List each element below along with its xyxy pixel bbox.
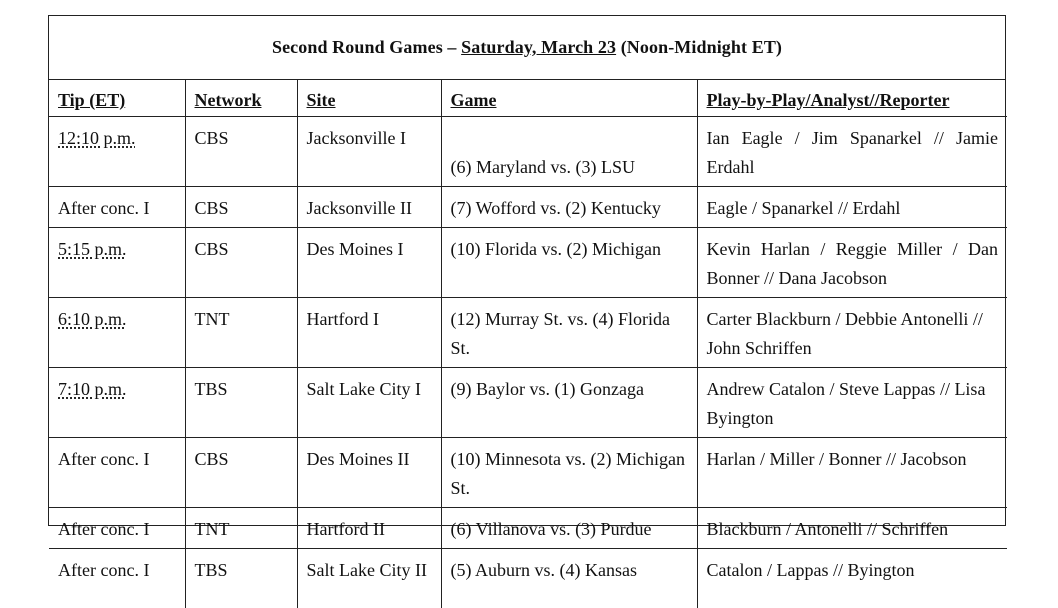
schedule-title	[272, 37, 782, 58]
cell-site: Des Moines I	[297, 227, 441, 297]
cell-site: Hartford II	[297, 507, 441, 548]
cell-crew: Kevin Harlan / Reggie Miller / Dan Bonner // Dana Jacobson	[697, 227, 1007, 297]
cell-network: CBS	[185, 227, 297, 297]
schedule-document	[48, 15, 1006, 580]
cell-tip: After conc. I	[49, 437, 185, 507]
header-row	[49, 80, 1007, 116]
cell-tip: After conc. I	[49, 507, 185, 548]
cell-network: TNT	[185, 507, 297, 548]
cell-site: Salt Lake City II	[297, 548, 441, 608]
table-row	[49, 116, 1007, 186]
cell-game: (10) Minnesota vs. (2) Michigan St.	[441, 437, 697, 507]
table-row	[49, 186, 1007, 227]
title-prefix: Second Round Games –	[271, 37, 462, 57]
table-row	[49, 507, 1007, 548]
cell-game: (12) Murray St. vs. (4) Florida St.	[441, 297, 697, 367]
title-time-range: (Noon-Midnight	[616, 37, 748, 57]
cell-site: Hartford I	[297, 297, 441, 367]
cell-crew: Blackburn / Antonelli // Schriffen	[697, 507, 1007, 548]
cell-tip: After conc. I	[49, 186, 185, 227]
cell-site: Salt Lake City I	[297, 367, 441, 437]
table-row	[49, 548, 1007, 608]
header-network: Network	[185, 80, 297, 116]
table-row	[49, 227, 1007, 297]
cell-crew: Andrew Catalon / Steve Lappas // Lisa Byington	[697, 367, 1007, 437]
table-row	[49, 437, 1007, 507]
header-game: Game	[441, 80, 697, 116]
table-row	[49, 297, 1007, 367]
cell-site: Jacksonville II	[297, 186, 441, 227]
table-row	[49, 367, 1007, 437]
cell-game: (6) Maryland vs. (3) LSU	[441, 116, 697, 186]
schedule-table	[49, 80, 1007, 608]
cell-tip: 6:10 p.m.	[49, 297, 185, 367]
title-row	[49, 16, 1005, 80]
cell-site: Des Moines II	[297, 437, 441, 507]
cell-tip: 7:10 p.m.	[49, 367, 185, 437]
cell-game: (6) Villanova vs. (3) Purdue	[441, 507, 697, 548]
cell-network: CBS	[185, 186, 297, 227]
cell-tip: 12:10 p.m.	[49, 116, 185, 186]
cell-game: (7) Wofford vs. (2) Kentucky	[441, 186, 697, 227]
cell-network: CBS	[185, 437, 297, 507]
cell-crew: Eagle / Spanarkel // Erdahl	[697, 186, 1007, 227]
cell-crew: Carter Blackburn / Debbie Antonelli // John Schriffen	[697, 297, 1007, 367]
cell-site: Jacksonville I	[297, 116, 441, 186]
cell-network: TBS	[185, 548, 297, 608]
title-date: Saturday, March 23	[461, 37, 617, 57]
cell-game: (9) Baylor vs. (1) Gonzaga	[441, 367, 697, 437]
cell-network: TNT	[185, 297, 297, 367]
cell-network: TBS	[185, 367, 297, 437]
cell-tip: 5:15 p.m.	[49, 227, 185, 297]
cell-tip: After conc. I	[49, 548, 185, 608]
title-timezone: ET)	[747, 37, 783, 57]
header-tip: Tip (ET)	[49, 80, 185, 116]
cell-crew: Harlan / Miller / Bonner // Jacobson	[697, 437, 1007, 507]
header-crew: Play-by-Play/Analyst//Reporter	[697, 80, 1007, 116]
cell-game: (10) Florida vs. (2) Michigan	[441, 227, 697, 297]
cell-crew: Catalon / Lappas // Byington	[706, 559, 915, 580]
header-site: Site	[297, 80, 441, 116]
cell-game: (5) Auburn vs. (4) Kansas	[441, 548, 697, 608]
cell-crew: Ian Eagle / Jim Spanarkel // Jamie Erdahl	[697, 116, 1007, 186]
cell-network: CBS	[185, 116, 297, 186]
